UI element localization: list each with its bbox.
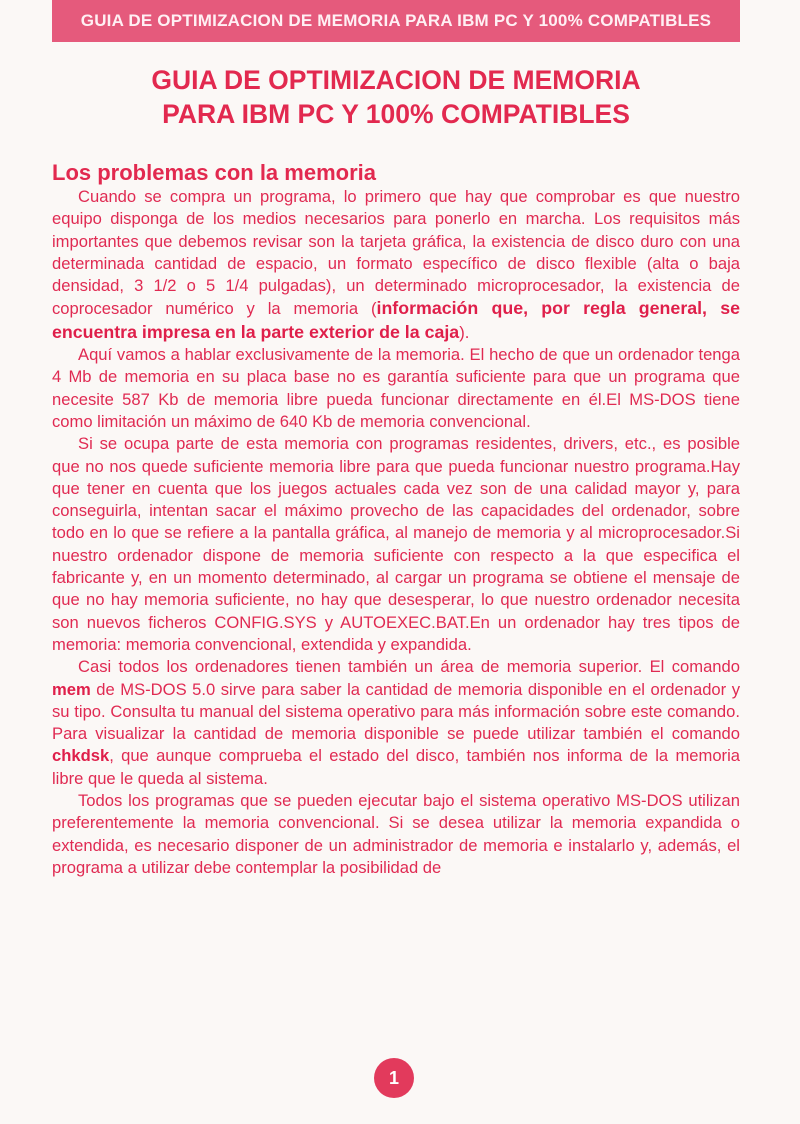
- paragraph-2: Aquí vamos a hablar exclusivamente de la memoria. El hecho de que un ordenador tenga 4 Mb de memoria en su placa base no es garantía suficiente para que un programa que necesite 587 Kb de memoria libre pueda funcionar directamente en él.El MS-DOS tiene como limitación un máximo de 640 Kb de memoria convencional.: [52, 345, 740, 431]
- running-header-title: GUIA DE OPTIMIZACION DE MEMORIA PARA IBM PC Y 100% COMPATIBLES: [80, 11, 712, 30]
- body-text: [52, 186, 740, 879]
- paragraph-4-part-3: , que aunque comprueba el estado del disco, también nos informa de la memoria libre que le queda al sistema.: [52, 746, 740, 788]
- paragraph-4-part-1: Casi todos los ordenadores tienen también un área de memoria superior. El comando: [78, 657, 740, 677]
- running-header-bar: [52, 0, 740, 42]
- page-number-badge: [374, 1058, 414, 1098]
- page-title: [60, 63, 732, 131]
- paragraph-5: Todos los programas que se pueden ejecutar bajo el sistema operativo MS-DOS utilizan preferentemente la memoria convencional. Si se desea utilizar la memoria expandida o extendida, es necesario disponer de un administrador de memoria e instalarlo y, además, el programa a utilizar debe contemplar la posibilidad de: [52, 791, 740, 877]
- paragraph-1-emphasis: información que, por regla general, se encuentra impresa en la parte exterior de la caja: [52, 298, 740, 342]
- section-heading: Los problemas con la memoria: [52, 160, 376, 185]
- paragraph-4-part-2: de MS-DOS 5.0 sirve para saber la cantidad de memoria disponible en el ordenador y su tipo. Consulta tu manual del sistema operativo para más información sobre este comando. Para visualizar la cantidad de memoria disponible se puede utilizar también el comando: [52, 679, 740, 744]
- paragraph-3: Si se ocupa parte de esta memoria con programas residentes, drivers, etc., es posible que no nos quede suficiente memoria libre para que pueda funcionar nuestro programa.Hay que tener en cuenta que los juegos actuales cada vez son de una calidad mayor y, para conseguirla, intentan sacar el máximo provecho de las capacidades del ordenador, sobre todo en lo que se refiere a la pantalla gráfica, al manejo de memoria y al microprocesador.Si nuestro ordenador dispone de memoria suficiente con respecto a la que especifica el fabricante y, en un momento determinado, al cargar un programa se obtiene el mensaje de que no hay memoria suficiente, no hay que desesperar, lo que nuestro ordenador necesita son nuevos ficheros CONFIG.SYS y AUTOEXEC.BAT.En un ordenador hay tres tipos de memoria: memoria convencional, extendida y expandida.: [52, 434, 740, 654]
- paragraph-1: [52, 186, 740, 344]
- page-title-line-2: PARA IBM PC Y 100% COMPATIBLES: [162, 99, 630, 129]
- command-mem: mem: [52, 679, 91, 699]
- page-number: 1: [388, 1067, 399, 1088]
- command-chkdsk: chkdsk: [52, 746, 110, 766]
- page-title-line-1: GUIA DE OPTIMIZACION DE MEMORIA: [151, 65, 641, 95]
- paragraph-1-tail: ).: [459, 322, 470, 342]
- paragraph-1-text: Cuando se compra un programa, lo primero que hay que comprobar es que nuestro equipo disponga de los medios necesarios para ponerlo en marcha. Los requisitos más importantes que debemos revisar son la tarjeta gráfica, la existencia de disco duro con una determinada cantidad de espacio, un formato específico de disco flexible (alta o baja densidad, 3 1/2 o 5 1/4 pulgadas), un determinado microprocesador, la existencia de coprocesador numérico y la memoria (: [52, 187, 740, 319]
- paragraph-4: [52, 656, 740, 790]
